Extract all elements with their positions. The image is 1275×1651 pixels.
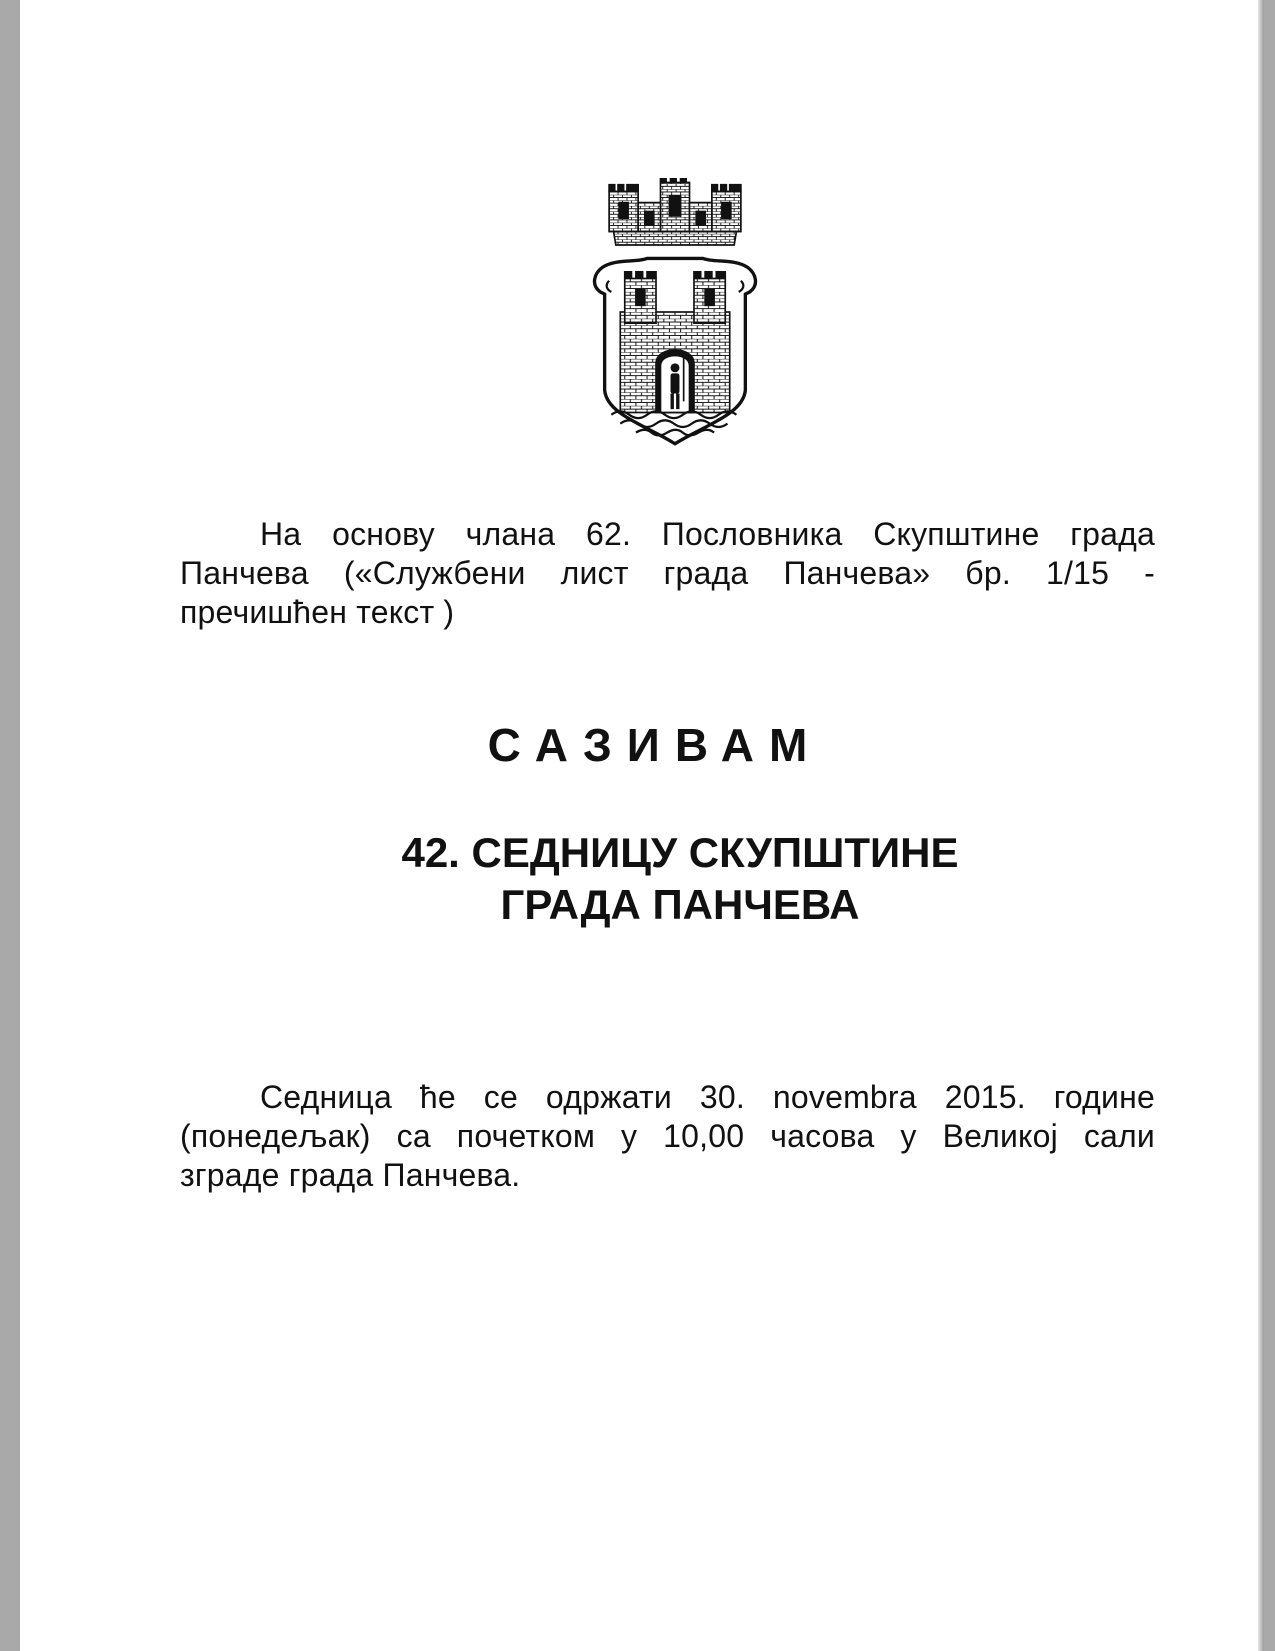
convene-title: САЗИВАМ [487, 719, 823, 771]
details-paragraph [180, 1078, 1155, 1195]
intro-paragraph [180, 515, 1155, 632]
document-page [20, 0, 1260, 1651]
intro-line-1: На основу члана 62. Пословника Скупштине града [260, 516, 1155, 552]
session-title-line-1: 42. СЕДНИЦУ СКУПШТИНЕ [401, 829, 959, 876]
intro-line-2: Панчева («Службени лист града Панчева» бр. 1/15 - [180, 555, 1155, 591]
details-line-1: Седница ће се одржати 30. novembra 2015. године [260, 1079, 1155, 1115]
pancevo-coat-of-arms-icon [570, 178, 780, 446]
intro-line-3: пречишћен текст ) [180, 594, 455, 630]
session-title [20, 827, 1260, 931]
session-title-line-2: ГРАДА ПАНЧЕВА [500, 881, 860, 928]
details-line-3: зграде града Панчева. [180, 1157, 521, 1193]
details-line-2: (понедељак) са почетком у 10,00 часова у Великој сали [180, 1118, 1155, 1154]
